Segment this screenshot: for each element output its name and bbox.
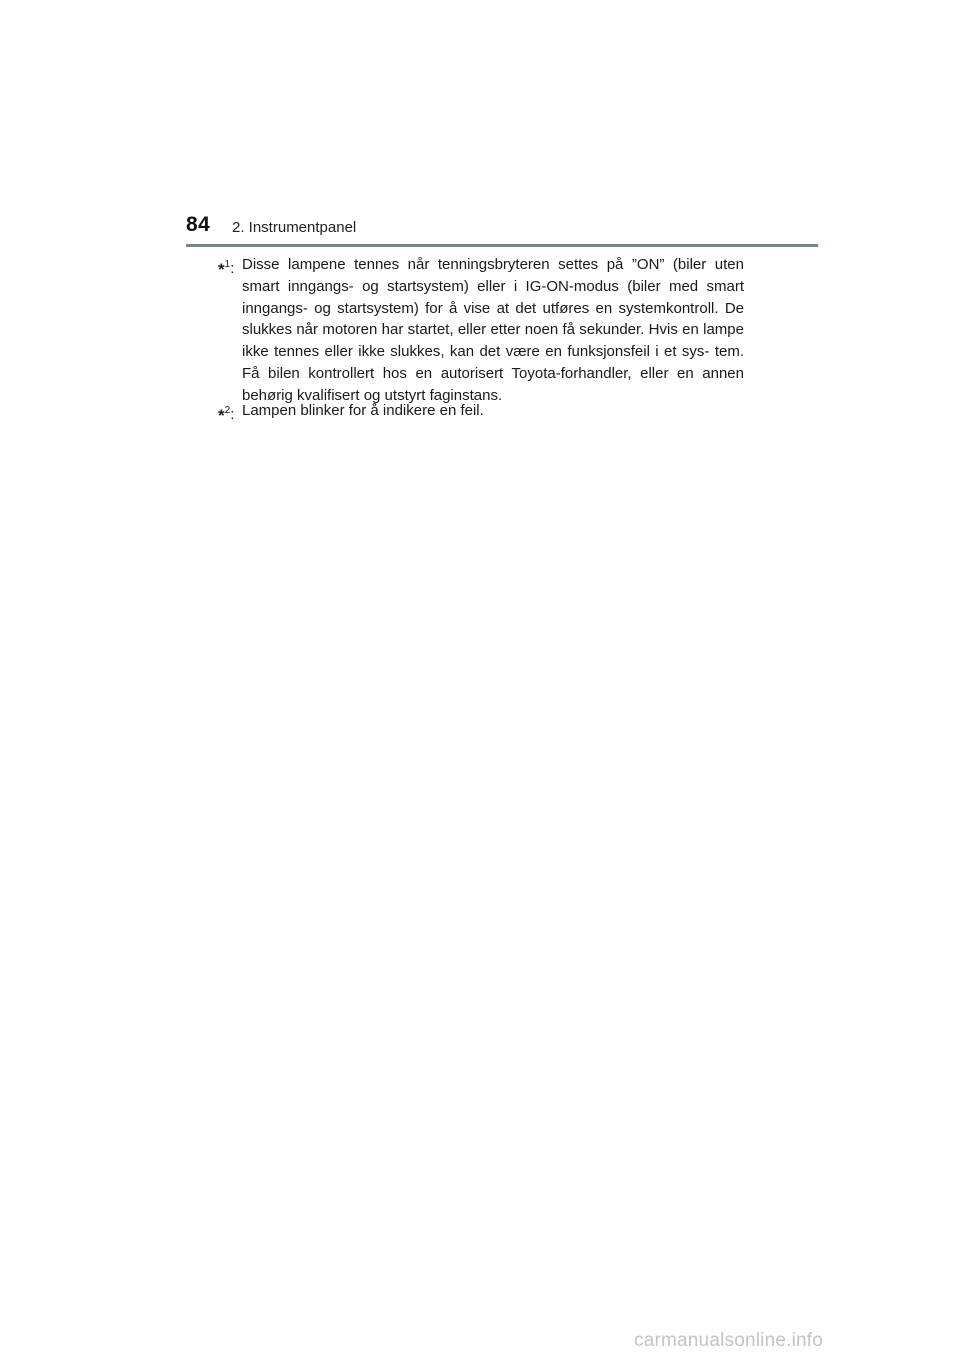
footnote-separator: :: [230, 260, 235, 277]
asterisk-icon: *: [218, 406, 225, 425]
footnote-separator: :: [230, 406, 235, 423]
footnote-marker: [218, 254, 234, 281]
footnote-marker: [218, 400, 234, 427]
asterisk-icon: *: [218, 260, 225, 279]
header-divider: [186, 244, 818, 247]
footnote-2: [218, 400, 744, 425]
page-number: 84: [186, 213, 211, 236]
footnote-text: Lampen blinker for å indikere en feil.: [242, 402, 484, 419]
footnote-1: [218, 254, 744, 407]
footnote-number: 1: [224, 259, 231, 270]
footnote-text: Disse lampene tennes når tenningsbryteren settes på ”ON” (biler uten smart inngangs- og startsystem) eller i IG-ON-modus (biler med smart inngangs- og startsystem) for å vise at det utføres en systemkontroll. De slukkes når motoren har startet, eller etter noen få sekunder. Hvis en lampe ikke tennes eller ikke slukkes, kan det være en funksjonsfeil i et sys- tem. Få bilen kontrollert hos en autorisert Toyota-forhandler, eller en annen behørig kvalifisert og utstyrt faginstans.: [242, 256, 744, 404]
footnote-number: 2: [224, 405, 231, 416]
watermark: carmanualsonline.info: [634, 1330, 824, 1351]
section-title: 2. Instrumentpanel: [232, 219, 357, 236]
